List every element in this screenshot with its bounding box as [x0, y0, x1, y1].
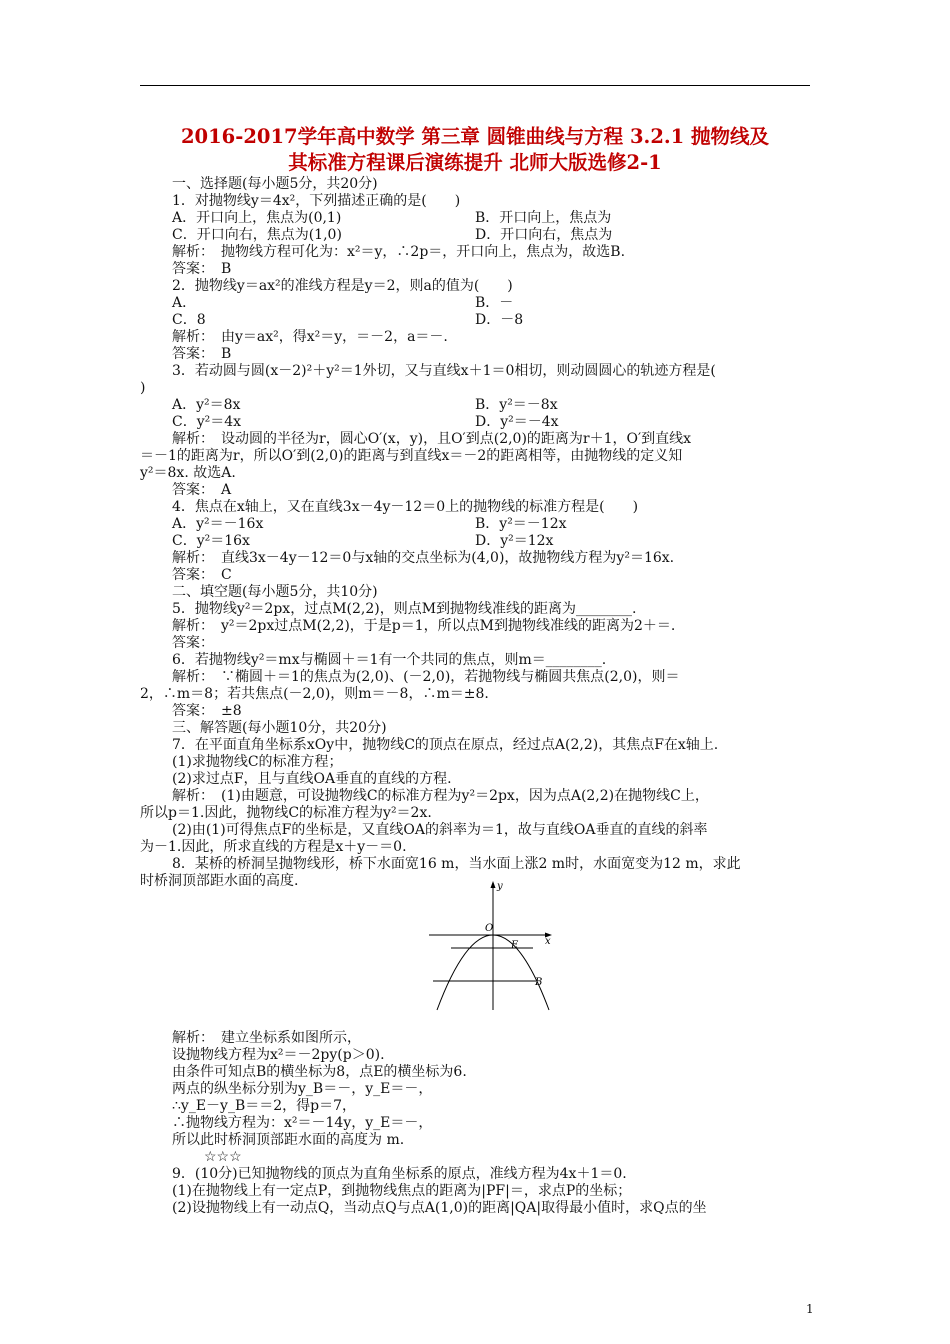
text-line — [172, 617, 675, 635]
option-right-column: B．y²＝－12x — [475, 516, 567, 532]
text-line-content: A．y²＝8x — [172, 397, 241, 413]
text-line-content: (2)由(1)可得焦点F的坐标是，又直线OA的斜率为＝1，故与直线OA垂直的直线的斜率 — [172, 822, 708, 838]
text-line-content: 解析： 建立坐标系如图所示， — [172, 1030, 361, 1046]
text-line-content: 答案： ±8 — [172, 703, 242, 719]
text-line-content: ☆☆☆ — [204, 1149, 242, 1165]
header-rule — [140, 85, 810, 86]
text-line-content: 解析： 抛物线方程可化为：x²＝y，∴2p＝，开口向上，焦点为，故选B. — [172, 244, 626, 260]
text-line-content: ＝－1的距离为r，所以O′到(2,0)的距离与到直线x＝－2的距离相等，由抛物线的定义知 — [140, 448, 683, 464]
text-line — [172, 1080, 432, 1098]
text-line — [172, 651, 606, 669]
text-line — [172, 583, 378, 601]
text-line-content: C．开口向右，焦点为(1,0) — [172, 227, 342, 243]
text-line — [172, 396, 558, 414]
text-line-content: 7．在平面直角坐标系xOy中，抛物线C的顶点在原点，经过点A(2,2)，其焦点F在x轴上. — [172, 737, 719, 753]
text-line — [172, 1165, 627, 1183]
text-line — [172, 430, 691, 448]
text-line — [172, 1097, 356, 1115]
title-line-1: 2016-2017学年高中数学 第三章 圆锥曲线与方程 3.2.1 抛物线及 — [180, 125, 770, 148]
text-line — [140, 464, 236, 482]
point-e-label: E — [511, 940, 519, 951]
text-line — [172, 702, 242, 720]
option-right-column: D．y²＝－4x — [475, 414, 559, 430]
origin-label: O — [485, 923, 494, 934]
text-line-content: 所以此时桥洞顶部距水面的高度为 m. — [172, 1132, 405, 1148]
text-line — [172, 413, 559, 431]
text-line — [172, 753, 343, 771]
text-line-content: 答案： A — [172, 482, 232, 498]
text-line-content: 答案： — [172, 635, 214, 651]
text-line-content: 时桥洞顶部距水面的高度. — [140, 873, 299, 889]
text-line-content: 解析： 由y＝ax²，得x²＝y，＝－2，a＝－. — [172, 329, 448, 345]
text-line-content: 解析： 设动圆的半径为r，圆心O′(x，y)，且O′到点(2,0)的距离为r＋1，O′到直线x — [172, 431, 692, 447]
point-b-label: B — [535, 977, 543, 988]
text-line-content: A． — [172, 295, 197, 311]
text-line-content: (2)求过点F，且与直线OA垂直的直线的方程. — [172, 771, 452, 787]
text-line — [172, 1199, 707, 1217]
text-line-content: 8．某桥的桥洞呈抛物线形，桥下水面宽16 m，当水面上涨2 m时，水面宽变为12 m，求此 — [172, 856, 741, 872]
y-axis-label: y — [497, 881, 503, 892]
text-line — [172, 209, 612, 227]
text-line — [172, 311, 524, 329]
text-line — [172, 1063, 467, 1081]
text-line-content: ∴y_E－y_B＝＝2，得p＝7， — [172, 1098, 357, 1114]
text-line-content: C．8 — [172, 312, 206, 328]
text-line — [172, 855, 741, 873]
text-line-content: 解析： 直线3x－4y－12＝0与x轴的交点坐标为(4,0)，故抛物线方程为y²＝16x. — [172, 550, 675, 566]
page-number: 1 — [806, 1302, 814, 1316]
text-line — [172, 600, 637, 618]
option-right-column: B．－ — [475, 295, 514, 311]
text-line-content: 所以p＝1.因此，抛物线C的标准方程为y²＝2x. — [140, 805, 432, 821]
text-line — [172, 719, 387, 737]
text-line — [172, 668, 679, 686]
text-line-content: 三、解答题(每小题10分，共20分) — [172, 720, 387, 736]
text-line — [172, 1131, 404, 1149]
text-line-content: 解析： (1)由题意，可设抛物线C的标准方程为y²＝2px，因为点A(2,2)在抛物线C上， — [172, 788, 709, 804]
text-line — [172, 1046, 385, 1064]
text-line — [172, 787, 709, 805]
text-line-content: 答案： B — [172, 346, 232, 362]
text-line-content: ) — [140, 380, 146, 396]
text-line — [172, 770, 452, 788]
text-line — [172, 362, 716, 380]
text-line-content: 5．抛物线y²＝2px，过点M(2,2)，则点M到抛物线准线的距离为________. — [172, 601, 637, 617]
text-line-content: A．y²＝－16x — [172, 516, 264, 532]
text-line — [172, 1029, 361, 1047]
text-line — [172, 243, 625, 261]
x-axis-label: x — [545, 936, 551, 947]
text-line — [172, 345, 231, 363]
text-line-content: C．y²＝4x — [172, 414, 242, 430]
text-line — [172, 175, 378, 193]
text-line-content: 解析： y²＝2px过点M(2,2)，于是p＝1，所以点M到抛物线准线的距离为2＋＝. — [172, 618, 676, 634]
text-line — [172, 192, 460, 210]
text-line-content: 2．抛物线y＝ax²的准线方程是y＝2，则a的值为( ) — [172, 278, 513, 294]
text-line — [172, 260, 231, 278]
text-line — [172, 1114, 432, 1132]
text-line-content: 为－1.因此，所求直线的方程是x＋y－＝0. — [140, 839, 407, 855]
text-line-content: (2)设抛物线上有一动点Q，当动点Q与点A(1,0)的距离|QA|取得最小值时，求Q点的坐 — [172, 1200, 707, 1216]
text-line-content: 二、填空题(每小题5分，共10分) — [172, 584, 378, 600]
option-right-column: D．－8 — [475, 312, 524, 328]
text-line — [172, 277, 513, 295]
text-line-content: 设抛物线方程为x²＝－2py(p＞0). — [172, 1047, 385, 1063]
text-line-content: 由条件可知点B的横坐标为8，点E的横坐标为6. — [172, 1064, 467, 1080]
text-line-content: (1)在抛物线上有一定点P，到抛物线焦点的距离为|PF|＝，求点P的坐标； — [172, 1183, 632, 1199]
text-line — [172, 549, 674, 567]
option-right-column: D．y²＝12x — [475, 533, 554, 549]
text-line-content: A．开口向上，焦点为(0,1) — [172, 210, 342, 226]
text-line-content: 一、选择题(每小题5分，共20分) — [172, 176, 378, 192]
text-line-content: 两点的纵坐标分别为y_B＝－，y_E＝－， — [172, 1081, 433, 1097]
text-line — [140, 838, 407, 856]
text-line-content: 解析： ∵椭圆＋＝1的焦点为(2,0)、(－2,0)，若抛物线与椭圆共焦点(2,0)，则＝ — [172, 669, 680, 685]
y-axis-arrow-icon — [491, 881, 496, 888]
text-line — [204, 1148, 242, 1166]
text-line — [172, 498, 638, 516]
option-right-column: D．开口向右，焦点为 — [475, 227, 613, 243]
text-line — [140, 872, 298, 890]
text-line — [172, 481, 231, 499]
text-line-content: 3．若动圆与圆(x－2)²＋y²＝1外切，又与直线x＋1＝0相切，则动圆圆心的轨迹方程是( — [172, 363, 716, 379]
page-title — [140, 124, 810, 176]
text-line — [172, 515, 567, 533]
option-right-column: B．y²＝－8x — [475, 397, 558, 413]
text-line — [172, 566, 232, 584]
text-line — [140, 804, 432, 822]
text-line-content: 2，∴m＝8；若共焦点(－2,0)，则m＝－8，∴m＝±8. — [140, 686, 489, 702]
text-line-content: 6．若抛物线y²＝mx与椭圆＋＝1有一个共同的焦点，则m＝________. — [172, 652, 607, 668]
text-line — [140, 379, 145, 397]
text-line — [172, 294, 514, 312]
text-line-content: 1．对抛物线y＝4x²，下列描述正确的是( ) — [172, 193, 461, 209]
text-line-content: 4．焦点在x轴上，又在直线3x－4y－12＝0上的抛物线的标准方程是( ) — [172, 499, 639, 515]
text-line-content: 答案： C — [172, 567, 232, 583]
text-line — [172, 1182, 631, 1200]
option-right-column: B．开口向上，焦点为 — [475, 210, 612, 226]
title-line-2: 其标准方程课后演练提升 北师大版选修2-1 — [288, 151, 662, 174]
text-line — [172, 634, 214, 652]
text-line — [140, 447, 682, 465]
text-line — [140, 685, 489, 703]
text-line-content: ∴抛物线方程为：x²＝－14y，y_E＝－， — [172, 1115, 433, 1131]
text-line — [172, 821, 707, 839]
text-line-content: 答案： B — [172, 261, 232, 277]
text-line — [172, 328, 448, 346]
text-line-content: y²＝8x. 故选A. — [140, 465, 236, 481]
text-line — [172, 532, 554, 550]
bridge-parabola-figure — [425, 878, 565, 1013]
text-line-content: (1)求抛物线C的标准方程； — [172, 754, 343, 770]
text-line-content: 9．(10分)已知抛物线的顶点为直角坐标系的原点，准线方程为4x＋1＝0. — [172, 1166, 627, 1182]
text-line — [172, 736, 718, 754]
text-line-content: C．y²＝16x — [172, 533, 250, 549]
text-line — [172, 226, 613, 244]
